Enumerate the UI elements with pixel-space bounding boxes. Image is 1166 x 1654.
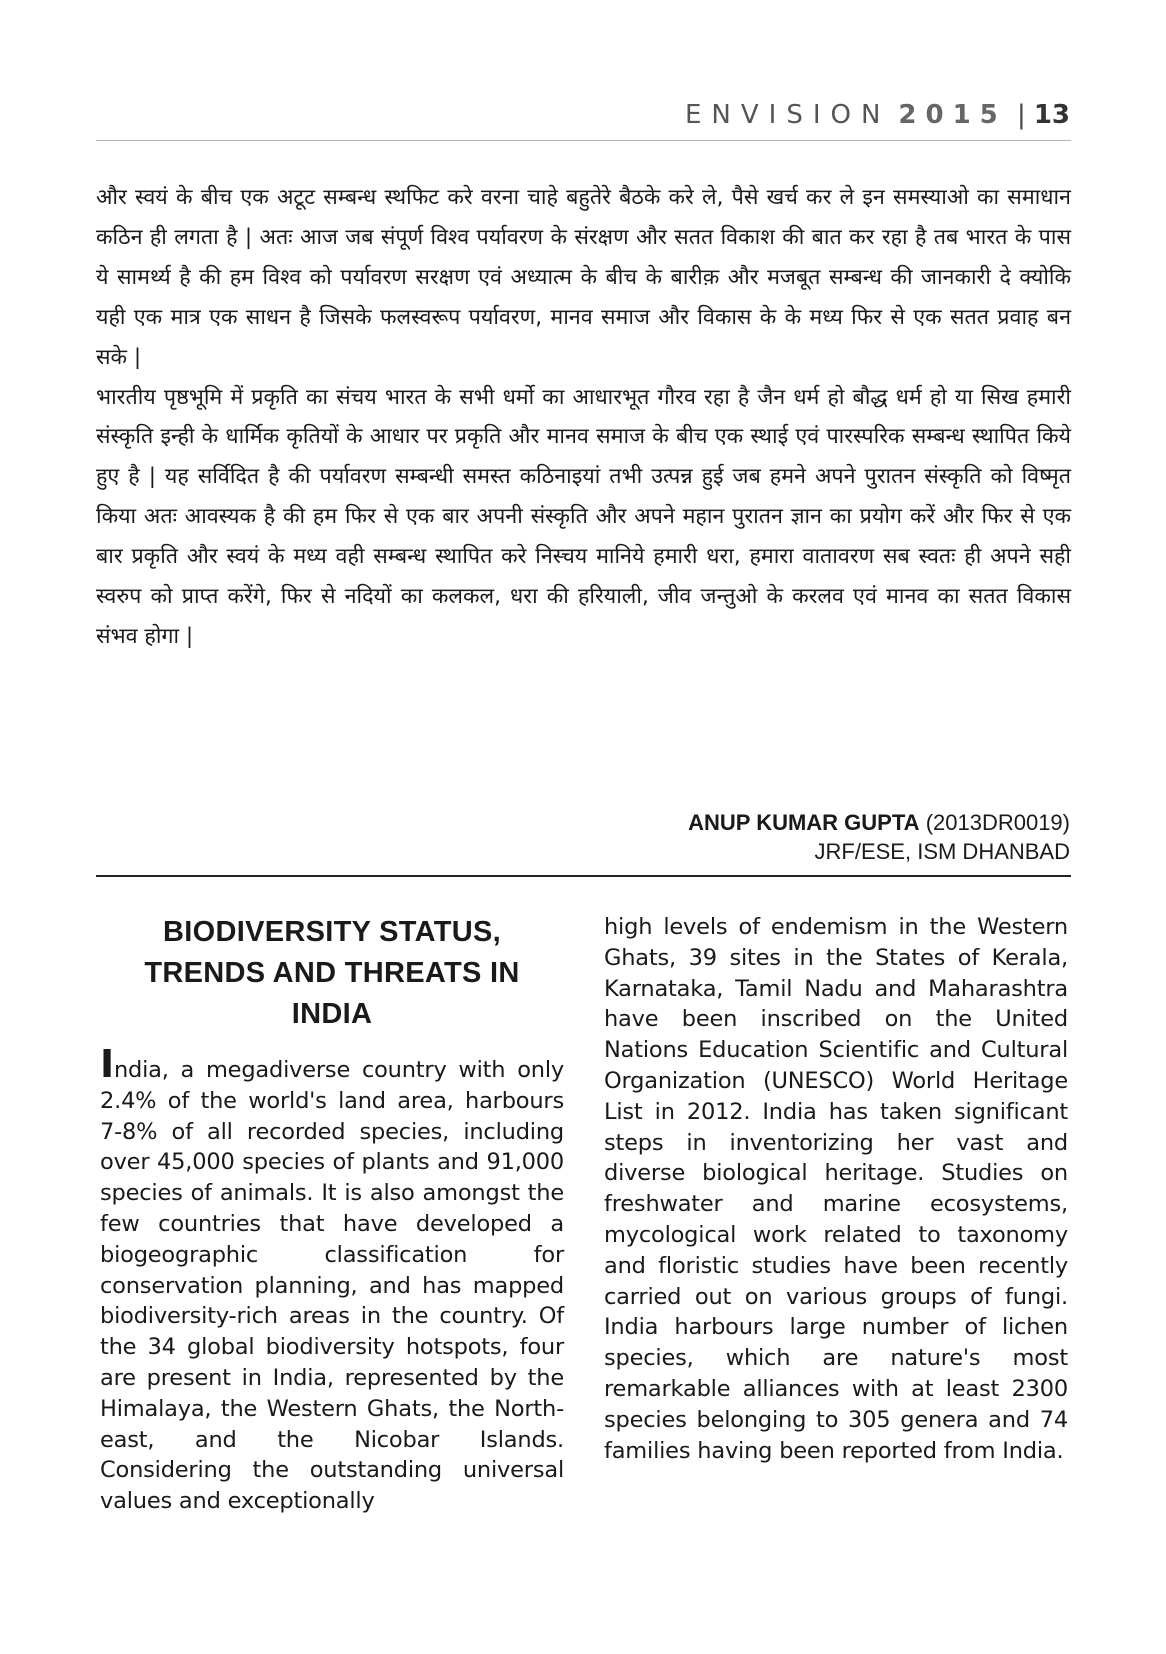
- article-text-left: ndia, a megadiverse country with only 2.4% of the world's land area, harbours 7-8% of all recorded species, including over 45,000 species of plants and 91,000 species of animals. It is also amongst the few countries that have developed a biogeographic classification for conservation planning, and has mapped biodiversity-rich areas in the country. Of the 34 global biodiversity hotspots, four are present in India, represented by the Himalaya, the Western Ghats, the North-east, and the Nicobar Islands. Considering the outstanding universal values and exceptionally: [100, 1057, 564, 1515]
- article-title: BIODIVERSITY STATUS, TRENDS AND THREATS IN INDIA: [144, 916, 520, 1030]
- drop-cap: I: [100, 1042, 114, 1086]
- author-affiliation: JRF/ESE, ISM DHANBAD: [814, 839, 1070, 864]
- header-divider: [96, 140, 1071, 141]
- hindi-paragraph-1: और स्वयं के बीच एक अटूट सम्बन्ध स्थफिट करे वरना चाहे बहुतेरे बैठके करे ले, पैसे खर्च कर ले इन समस्याओ का समाधान कठिन ही लगता है | अतः आज जब संपूर्ण विश्व पर्यावरण के संरक्षण और सतत विकाश की बात कर रहा है तब भारत के पास ये सामर्थ्य है की हम विश्व को पर्यावरण सरक्षण एवं अध्यात्म के बीच के बारीक़ और मजबूत सम्बन्ध की जानकारी दे क्योकि यही एक मात्र एक साधन है जिसके फलस्वरूप पर्यावरण, मानव समाज और विकास के के मध्य फिर से एक सतत प्रवाह बन सके |: [96, 185, 1071, 370]
- article-left-column: [100, 912, 564, 1517]
- article-right-column: [604, 912, 1068, 1466]
- page-header: [685, 100, 1070, 130]
- article-body-right: high levels of endemism in the Western Ghats, 39 sites in the States of Kerala, Karnataka, Tamil Nadu and Maharashtra have been inscribed on the United Nations Education Scientific and Cultural Organization (UNESCO) World Heritage List in 2012. India has taken significant steps in inventorizing her vast and diverse biological heritage. Studies on freshwater and marine ecosystems, mycological work related to taxonomy and floristic studies have been recently carried out on various groups of fungi. India harbours large number of lichen species, which are nature's most remarkable alliances with at least 2300 species belonging to 305 genera and 74 families having been reported from India.: [604, 914, 1068, 1464]
- header-separator: |: [1017, 100, 1026, 130]
- page-number: 13: [1033, 100, 1070, 130]
- author-name-line: [688, 808, 1070, 837]
- hindi-article: [96, 178, 1071, 657]
- magazine-year: 2015: [898, 100, 1007, 130]
- author-credit: [688, 808, 1070, 866]
- section-divider: [96, 875, 1071, 877]
- magazine-name: ENVISION: [684, 100, 891, 130]
- author-id: (2013DR0019): [925, 810, 1070, 835]
- article-body-left: [100, 1042, 564, 1517]
- author-name: ANUP KUMAR GUPTA: [688, 810, 920, 835]
- hindi-paragraph-2: भारतीय पृष्ठभूमि में प्रकृति का संचय भारत के सभी धर्मो का आधारभूत गौरव रहा है जैन धर्म हो बौद्ध धर्म हो या सिख हमारी संस्कृति इन्ही के धार्मिक कृतियों के आधार पर प्रकृति और मानव समाज के बीच एक स्थाई एवं पारस्परिक सम्बन्ध स्थापित किये हुए है | यह सर्विदित है की पर्यावरण सम्बन्धी समस्त कठिनाइयां तभी उत्पन्न हुई जब हमने अपने पुरातन संस्कृति को विष्मृत किया अतः आवस्यक है की हम फिर से एक बार अपनी संस्कृति और अपने महान पुरातन ज्ञान का प्रयोग करें और फिर से एक बार प्रकृति और स्वयं के मध्य वही सम्बन्ध स्थापित करे निस्चय मानिये हमारी धरा, हमारा वातावरण सब स्वतः ही अपने सही स्वरुप को प्राप्त करेंगे, फिर से नदियों का कलकल, धरा की हरियाली, जीव जन्तुओ के करलव एवं मानव का सतत विकास संभव होगा |: [96, 384, 1071, 649]
